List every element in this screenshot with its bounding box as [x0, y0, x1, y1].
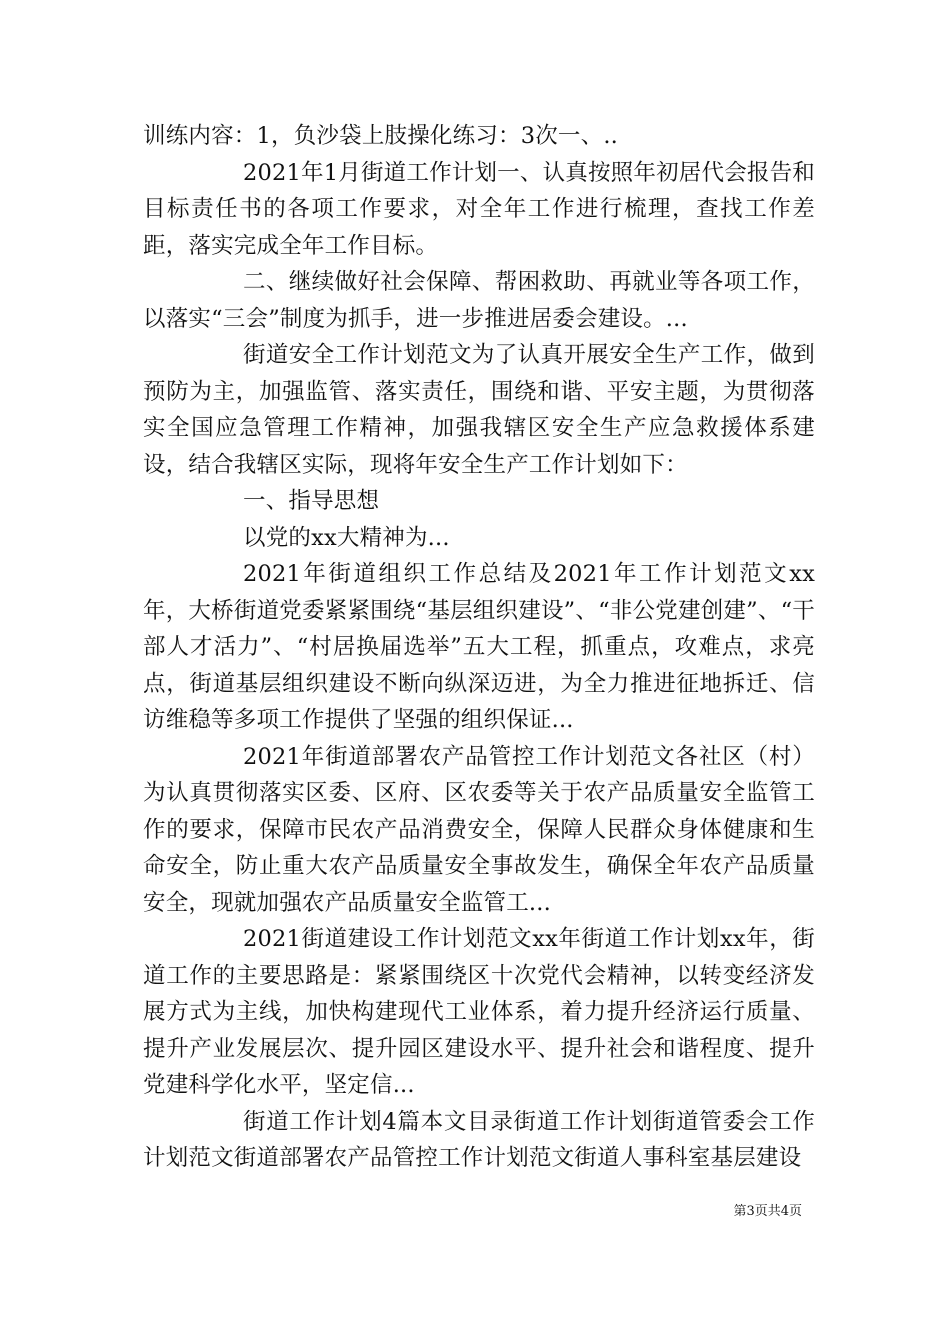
paragraph-9: 2021街道建设工作计划范文xx年街道工作计划xx年，街道工作的主要思路是：紧紧围绕区十次党代会精神，以转变经济发展方式为主线，加快构建现代工业体系，着力提升经济运行质量、提升产业发展层次、提升园区建设水平、提升社会和谐程度、提升党建科学化水平，坚定信... [143, 926, 815, 1098]
paragraph-1: 训练内容：1，负沙袋上肢操化练习：3次一、.. [143, 123, 619, 149]
paragraph-8: 2021年街道部署农产品管控工作计划范文各社区（村）为认真贯彻落实区委、区府、区农委等关于农产品质量安全监管工作的要求，保障市民农产品消费安全，保障人民群众身体健康和生命安全，防止重大农产品质量安全事故发生，确保全年农产品质量安全，现就加强农产品质量安全监管工... [143, 743, 815, 916]
paragraph-7: 2021年街道组织工作总结及2021年工作计划范文xx年，大桥街道党委紧紧围绕“基层组织建设”、“非公党建创建”、“干部人才活力”、“村居换届选举”五大工程，抓重点，攻难点，求亮点，街道基层组织建设不断向纵深迈进，为全力推进征地拆迁、信访维稳等多项工作提供了坚强的组织保证... [143, 561, 815, 733]
paragraph-10: 街道工作计划4篇本文目录街道工作计划街道管委会工作计划范文街道部署农产品管控工作计划范文街道人事科室基层建设 [143, 1108, 815, 1171]
paragraph-5-heading: 一、指导思想 [243, 488, 380, 514]
paragraph-3: 二、继续做好社会保障、帮困救助、再就业等各项工作，以落实“三会”制度为抓手，进一步推进居委会建设。... [143, 269, 815, 332]
paragraph-6: 以党的xx大精神为... [243, 524, 450, 551]
page-number-footer: 第3页共4页 [733, 1204, 802, 1219]
document-body [143, 118, 815, 1177]
paragraph-2: 2021年1月街道工作计划一、认真按照年初居代会报告和目标责任书的各项工作要求，对全年工作进行梳理，查找工作差距，落实完成全年工作目标。 [143, 159, 815, 259]
paragraph-4: 街道安全工作计划范文为了认真开展安全生产工作，做到预防为主，加强监管、落实责任，围绕和谐、平安主题，为贯彻落实全国应急管理工作精神，加强我辖区安全生产应急救援体系建设，结合我辖区实际，现将年安全生产工作计划如下： [143, 342, 815, 478]
